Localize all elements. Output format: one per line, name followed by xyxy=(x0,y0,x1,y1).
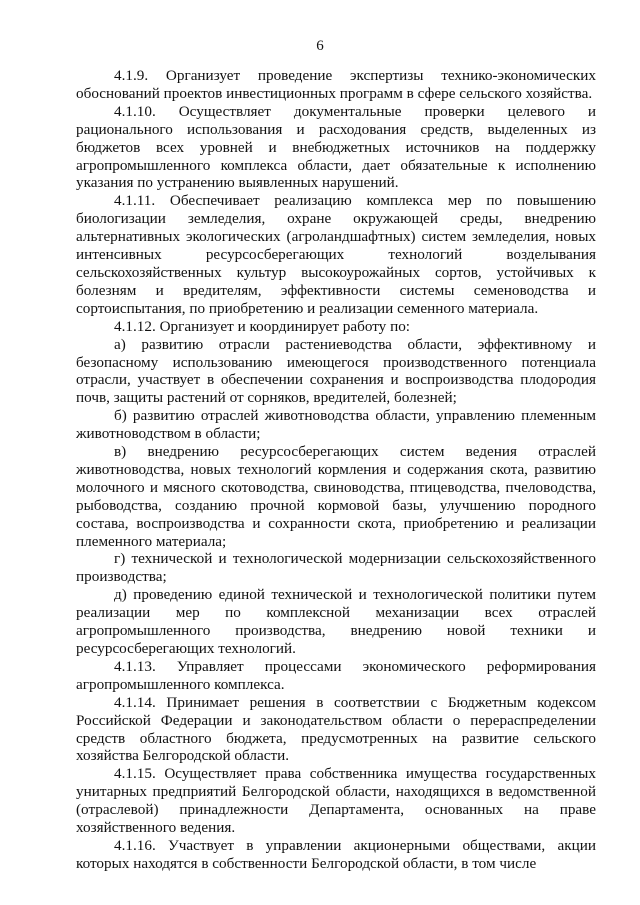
paragraph-4-1-10: 4.1.10. Осуществляет документальные проверки целевого и рационального использования и расходования средств, выделенных из бюджетов всех уровней и внебюджетных источников на поддержку агропромышленного комплекса области, дает обязательные к исполнению указания по устранению выявленных нарушений. xyxy=(76,102,596,192)
paragraph-4-1-11: 4.1.11. Обеспечивает реализацию комплекса мер по повышению биологизации земледелия, охране окружающей среды, внедрению альтернативных экологических (агроландшафтных) систем земледелия, новых интенсивных ресурсосберегающих технологий возделывания сельскохозяйственных культур высокоурожайных сортов, устойчивых к болезням и вредителям, эффективности системы семеноводства и сортоиспытания, по приобретению и реализации семенного материала. xyxy=(76,192,596,317)
paragraph-item-d: д) проведению единой технической и технологической политики путем реализации мер по комплексной механизации всех отраслей агропромышленного производства, внедрению новой техники и ресурсосберегающих технологий. xyxy=(76,586,596,657)
paragraph-item-g: г) технической и технологической модернизации сельскохозяйственного производства; xyxy=(76,550,596,586)
paragraph-item-v: в) внедрению ресурсосберегающих систем ведения отраслей животноводства, новых технологий кормления и содержания скота, развитию молочного и мясного скотоводства, свиноводства, птицеводства, пчеловодства, рыбоводства, созданию прочной кормовой базы, улучшению породного состава, воспроизводства и сохранности скота, приобретению и реализации племенного материала; xyxy=(76,443,596,550)
paragraph-item-a: а) развитию отрасли растениеводства области, эффективному и безопасному использованию имеющегося производственного потенциала отрасли, участвует в обеспечении сохранения и воспроизводства плодородия почв, защиты растений от сорняков, вредителей, болезней; xyxy=(76,335,596,407)
paragraph-4-1-15: 4.1.15. Осуществляет права собственника имущества государственных унитарных предприятий Белгородской области, находящихся в ведомственной (отраслевой) принадлежности Департамента, основанных на праве хозяйственного ведения. xyxy=(76,765,596,837)
page-number: 6 xyxy=(316,38,324,54)
paragraph-4-1-14: 4.1.14. Принимает решения в соответствии с Бюджетным кодексом Российской Федерации и законодательством области о перераспределении средств областного бюджета, предусмотренных на развитие сельского хозяйства Белгородской области. xyxy=(76,693,596,765)
document-body xyxy=(76,67,596,873)
paragraph-4-1-13: 4.1.13. Управляет процессами экономического реформирования агропромышленного комплекса. xyxy=(76,657,596,693)
paragraph-4-1-16: 4.1.16. Участвует в управлении акционерными обществами, акции которых находятся в собственности Белгородской области, в том числе xyxy=(76,836,596,872)
paragraph-4-1-9: 4.1.9. Организует проведение экспертизы технико-экономических обоснований проектов инвестиционных программ в сфере сельского хозяйства. xyxy=(76,67,596,102)
paragraph-4-1-12: 4.1.12. Организует и координирует работу по: xyxy=(114,317,411,335)
paragraph-item-b: б) развитию отраслей животноводства области, управлению племенным животноводством в области; xyxy=(76,407,596,443)
